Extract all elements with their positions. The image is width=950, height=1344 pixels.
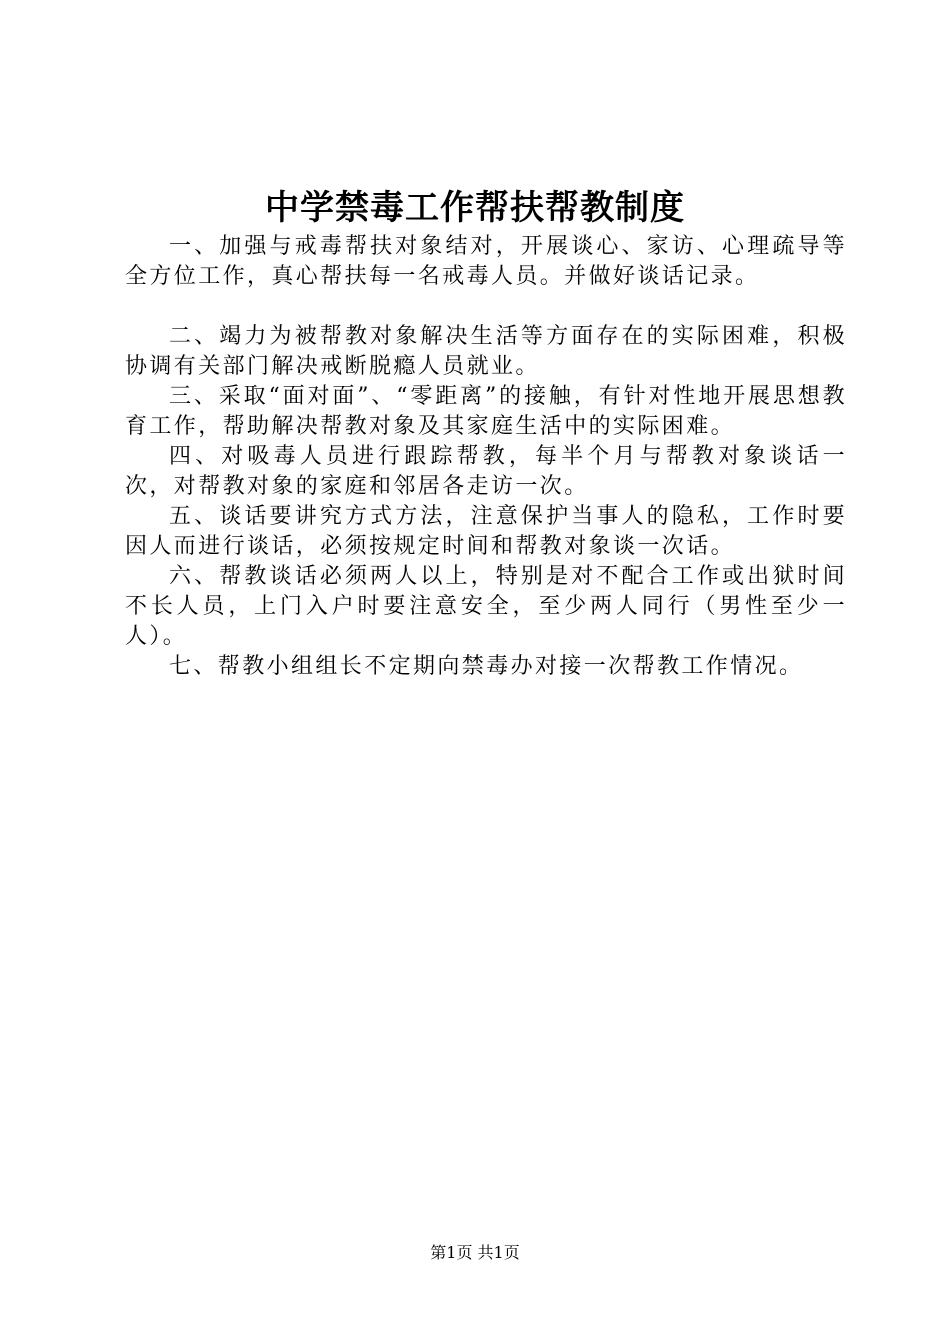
page-title: 中学禁毒工作帮扶帮教制度: [265, 188, 685, 228]
paragraph-7: 七、帮教小组组长不定期向禁毒办对接一次帮教工作情况。: [169, 654, 804, 679]
document-body: [125, 232, 847, 682]
paragraph-5: 五、谈话要讲究方式方法，注意保护当事人的隐私，工作时要因人而进行谈话，必须按规定时间和帮教对象谈一次话。: [125, 504, 847, 559]
paragraph-2: 二、竭力为被帮教对象解决生活等方面存在的实际困难，积极协调有关部门解决戒断脱瘾人员就业。: [125, 324, 847, 379]
paragraph-4: 四、对吸毒人员进行跟踪帮教，每半个月与帮教对象谈话一次，对帮教对象的家庭和邻居各走访一次。: [125, 444, 847, 499]
paragraph-6: 六、帮教谈话必须两人以上，特别是对不配合工作或出狱时间不长人员，上门入户时要注意安全，至少两人同行（男性至少一人）。: [125, 564, 847, 649]
page-footer: 第1页 共1页: [430, 1243, 520, 1262]
paragraph-3: 三、采取“面对面”、“零距离”的接触，有针对性地开展思想教育工作，帮助解决帮教对象及其家庭生活中的实际困难。: [125, 384, 847, 439]
paragraph-1: 一、加强与戒毒帮扶对象结对，开展谈心、家访、心理疏导等全方位工作，真心帮扶每一名戒毒人员。并做好谈话记录。: [125, 234, 847, 289]
